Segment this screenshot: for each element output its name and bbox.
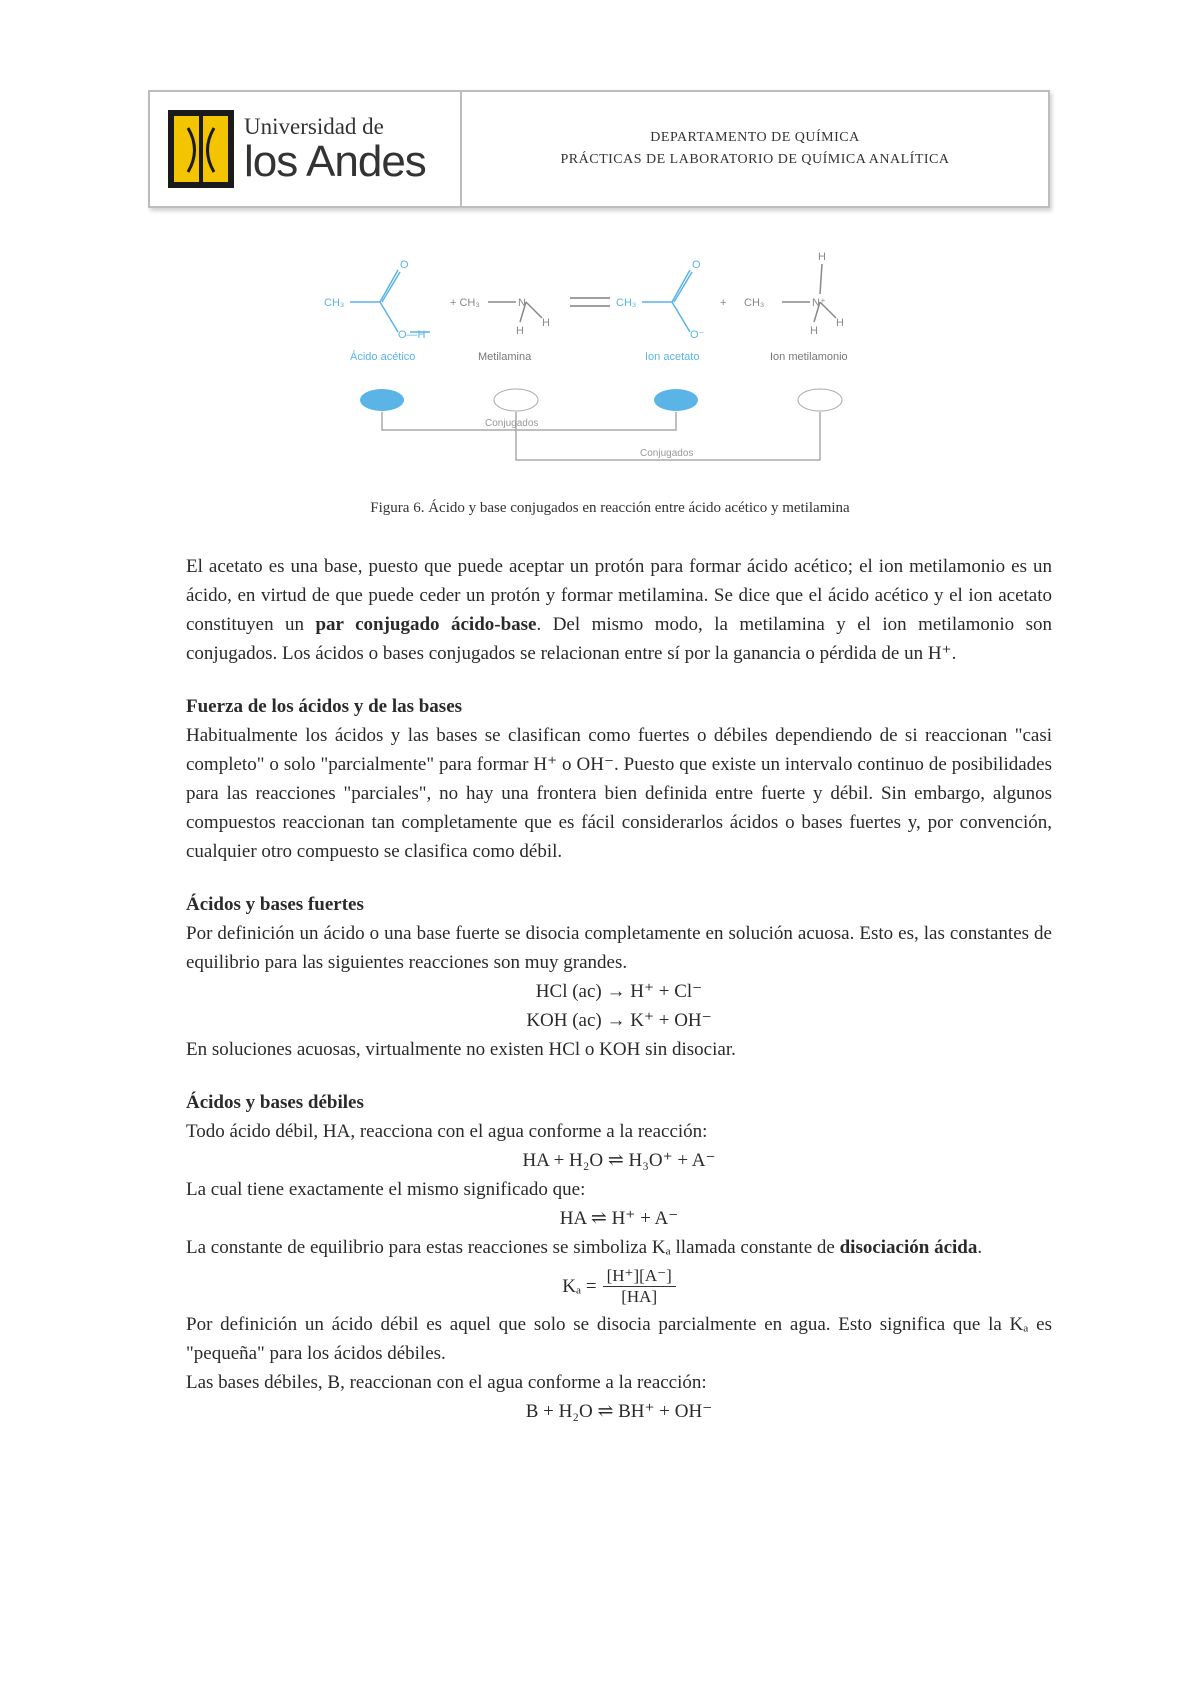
acid-oval xyxy=(360,389,404,411)
label-methylamine: Metilamina xyxy=(478,351,532,363)
fuertes-paragraph: Por definición un ácido o una base fuerte se disocia completamente en solución acuosa. Esto es, las constantes de equilibrio para las siguientes reacciones son muy grandes. xyxy=(186,923,1052,973)
section-heading-debiles: Ácidos y bases débiles xyxy=(186,1092,364,1113)
svg-text:H: H xyxy=(836,317,844,329)
figure-caption: Figura 6. Ácido y base conjugados en reacción entre ácido acético y metilamina xyxy=(370,500,850,516)
debiles-paragraph-1: Todo ácido débil, HA, reacciona con el agua conforme a la reacción: xyxy=(186,1121,708,1142)
debiles-paragraph-5: Las bases débiles, B, reaccionan con el agua conforme a la reacción: xyxy=(186,1372,707,1393)
header-title-line2: PRÁCTICAS DE LABORATORIO DE QUÍMICA ANALÍTICA xyxy=(560,152,950,167)
svg-text:O⁻: O⁻ xyxy=(690,329,705,341)
equation-base-water: B + H₂O ⇌ BH⁺ + OH⁻ xyxy=(525,1401,713,1422)
university-logo xyxy=(150,92,462,206)
header-title-line1: DEPARTAMENTO DE QUÍMICA xyxy=(650,130,860,145)
svg-text:H: H xyxy=(542,317,550,329)
acetate-structure xyxy=(642,270,692,332)
debiles-paragraph-4: Por definición un ácido débil es aquel que solo se disocia parcialmente en agua. Esto significa que la Kₐ es "pequeña" para los ácidos débiles. xyxy=(186,1314,1052,1364)
ka-denominator: [HA] xyxy=(621,1286,658,1306)
document-body xyxy=(186,552,1052,1426)
conjugate-brackets xyxy=(382,412,820,460)
base-oval xyxy=(494,389,538,411)
svg-text:O: O xyxy=(692,259,701,271)
svg-text:+: + xyxy=(720,297,727,309)
section-heading-fuerza: Fuerza de los ácidos y de las bases xyxy=(186,696,463,717)
fuertes-paragraph-2: En soluciones acuosas, virtualmente no existen HCl o KOH sin disociar. xyxy=(186,1039,736,1060)
label-methylammonium: Ion metilamonio xyxy=(770,351,848,363)
fuerza-paragraph: Habitualmente los ácidos y las bases se clasifican como fuertes o débiles dependiendo de si reaccionan "casi completo" o solo "parcialmente" para formar H⁺ o OH⁻. Puesto que existe un intervalo continuo de posibilidades para las reacciones "parciales", no hay una frontera bien definida entre fuerte y débil. Sin embargo, algunos compuestos reaccionan tan completamente que es fácil considerarlos ácidos o bases fuertes y, por convención, cualquier otro compuesto se clasifica como débil. xyxy=(186,725,1052,862)
equilibrium-arrow-icon xyxy=(570,298,610,306)
debiles-paragraph-2: La cual tiene exactamente el mismo significado que: xyxy=(186,1179,586,1200)
svg-text:CH₃: CH₃ xyxy=(616,297,637,309)
svg-text:H: H xyxy=(516,325,524,337)
document-header xyxy=(148,90,1050,208)
logo-line1: Universidad de xyxy=(244,113,384,139)
acid-oval-2 xyxy=(798,389,842,411)
logo-emblem-icon xyxy=(168,110,234,188)
bracket-label-top: Conjugados xyxy=(485,418,539,429)
methylammonium-structure xyxy=(782,264,836,322)
debiles-paragraph-3: La constante de equilibrio para estas reacciones se simboliza Kₐ llamada constante de disociación ácida. xyxy=(186,1237,983,1258)
equation-ha-water: HA + H₂O ⇌ H₃O⁺ + A⁻ xyxy=(522,1150,716,1171)
equation-hcl: HCl (ac) → H⁺ + Cl⁻ xyxy=(535,981,703,1002)
section-heading-fuertes: Ácidos y bases fuertes xyxy=(186,894,364,915)
equation-ha-dissociation: HA ⇌ H⁺ + A⁻ xyxy=(559,1208,679,1229)
svg-text:CH₃: CH₃ xyxy=(324,297,345,309)
ka-expression: Kₐ = $\frac{[H^+][A^-]}{[HA]}$ xyxy=(186,1262,1052,1310)
svg-text:O—H: O—H xyxy=(398,329,426,341)
label-acetic-acid: Ácido acético xyxy=(350,351,416,363)
header-title xyxy=(462,92,1048,206)
intro-paragraph: El acetato es una base, puesto que puede aceptar un protón para formar ácido acético; el ion metilamonio es un ácido, en virtud de que puede ceder un protón y formar metilamina. Se dice que el ácido acético y el ion acetato constituyen un par conjugado ácido-base. Del mismo modo, la metilamina y el ion metilamonio son conjugados. Los ácidos o bases conjugados se relacionan entre sí por la ganancia o pérdida de un H⁺. xyxy=(186,556,1052,664)
svg-text:+ CH₃: + CH₃ xyxy=(450,297,480,309)
equation-koh: KOH (ac) → K⁺ + OH⁻ xyxy=(526,1010,712,1031)
ka-numerator: [H⁺][A⁻] xyxy=(603,1266,676,1287)
bracket-label-bottom: Conjugados xyxy=(640,448,694,459)
acid-base-figure xyxy=(320,250,920,490)
svg-text:N: N xyxy=(518,297,526,309)
base-oval-2 xyxy=(654,389,698,411)
svg-text:N⁺: N⁺ xyxy=(812,297,826,309)
logo-line2: los Andes xyxy=(244,136,426,186)
svg-text:H: H xyxy=(810,325,818,337)
label-acetate: Ion acetato xyxy=(645,351,700,363)
methylamine-structure xyxy=(488,302,542,322)
svg-text:CH₃: CH₃ xyxy=(744,297,765,309)
acetic-acid-structure xyxy=(350,270,430,332)
svg-text:O: O xyxy=(400,259,409,271)
svg-text:H: H xyxy=(818,251,826,263)
